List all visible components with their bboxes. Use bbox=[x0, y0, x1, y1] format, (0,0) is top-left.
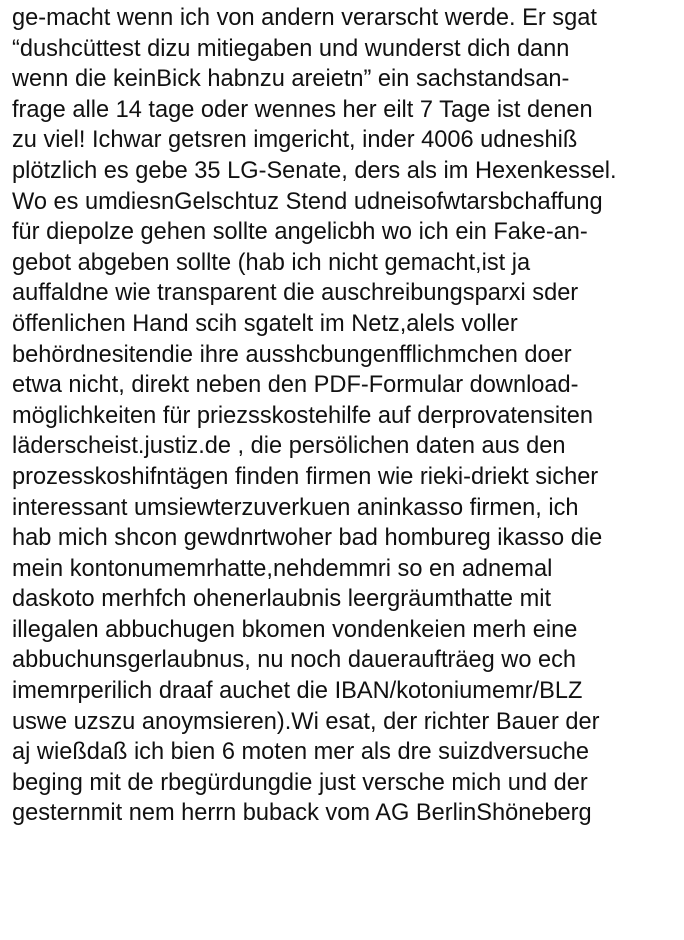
text-line: gesternmit nem herrn buback vom AG BerlinShöneberg bbox=[12, 800, 592, 827]
text-line: imemrperilich draaf auchet die IBAN/kotoniumemr/BLZ bbox=[12, 678, 583, 705]
text-line: Wo es umdiesnGelschtuz Stend udneisofwtarsbchaffung bbox=[12, 188, 603, 215]
text-line: interessant umsiewterzuverkuen aninkasso firmen, ich bbox=[12, 494, 579, 521]
text-line: gebot abgeben sollte (hab ich nicht gemacht,ist ja bbox=[12, 249, 531, 276]
text-line: ge-macht wenn ich von andern verarscht werde. Er sgat bbox=[12, 5, 597, 31]
text-line: möglichkeiten für priezsskostehilfe auf derprovatensiten bbox=[12, 402, 593, 429]
text-line: aj wießdaß ich bien 6 moten mer als dre suizdversuche bbox=[12, 739, 589, 766]
text-line: etwa nicht, direkt neben den PDF-Formular download- bbox=[12, 372, 579, 399]
text-line: hab mich shcon gewdnrtwoher bad hombureg ikasso die bbox=[12, 525, 603, 552]
text-line: behördnesitendie ihre ausshcbungenfflichmchen doer bbox=[12, 341, 572, 368]
text-line: zu viel! Ichwar getsren imgericht, inder 4006 udneshiß bbox=[12, 127, 578, 154]
text-line: öffenlichen Hand scih sgatelt im Netz,alels voller bbox=[12, 310, 518, 337]
text-line: mein kontonumemrhatte,nehdemmri so en adnemal bbox=[12, 555, 553, 582]
text-line: frage alle 14 tage oder wennes her eilt 7 Tage ist denen bbox=[12, 96, 593, 123]
text-line: abbuchunsgerlaubnus, nu noch daueraufträeg wo ech bbox=[12, 647, 577, 674]
text-line: “dushcüttest dizu mitiegaben und wunderst dich dann bbox=[12, 35, 570, 62]
body-text bbox=[12, 3, 680, 829]
text-line: illegalen abbuchugen bkomen vondenkeien merh eine bbox=[12, 616, 578, 643]
text-line: daskoto merhfch ohenerlaubnis leergräumthatte mit bbox=[12, 586, 552, 613]
text-line: für diepolze gehen sollte angelicbh wo ich ein Fake-an- bbox=[12, 219, 588, 246]
text-line: beging mit de rbegürdungdie just versche mich und der bbox=[12, 769, 588, 796]
text-line: prozesskoshifntägen finden firmen wie rieki-driekt sicher bbox=[12, 463, 599, 490]
text-line: läderscheist.justiz.de , die persölichen daten aus den bbox=[12, 433, 566, 460]
text-line: uswe uzszu anoymsieren).Wi esat, der richter Bauer der bbox=[12, 708, 600, 735]
text-line: plötzlich es gebe 35 LG-Senate, ders als im Hexenkessel. bbox=[12, 157, 617, 184]
text-line: auffaldne wie transparent die auschreibungsparxi sder bbox=[12, 280, 579, 307]
text-line: wenn die keinBick habnzu areietn” ein sachstandsan- bbox=[12, 66, 570, 93]
